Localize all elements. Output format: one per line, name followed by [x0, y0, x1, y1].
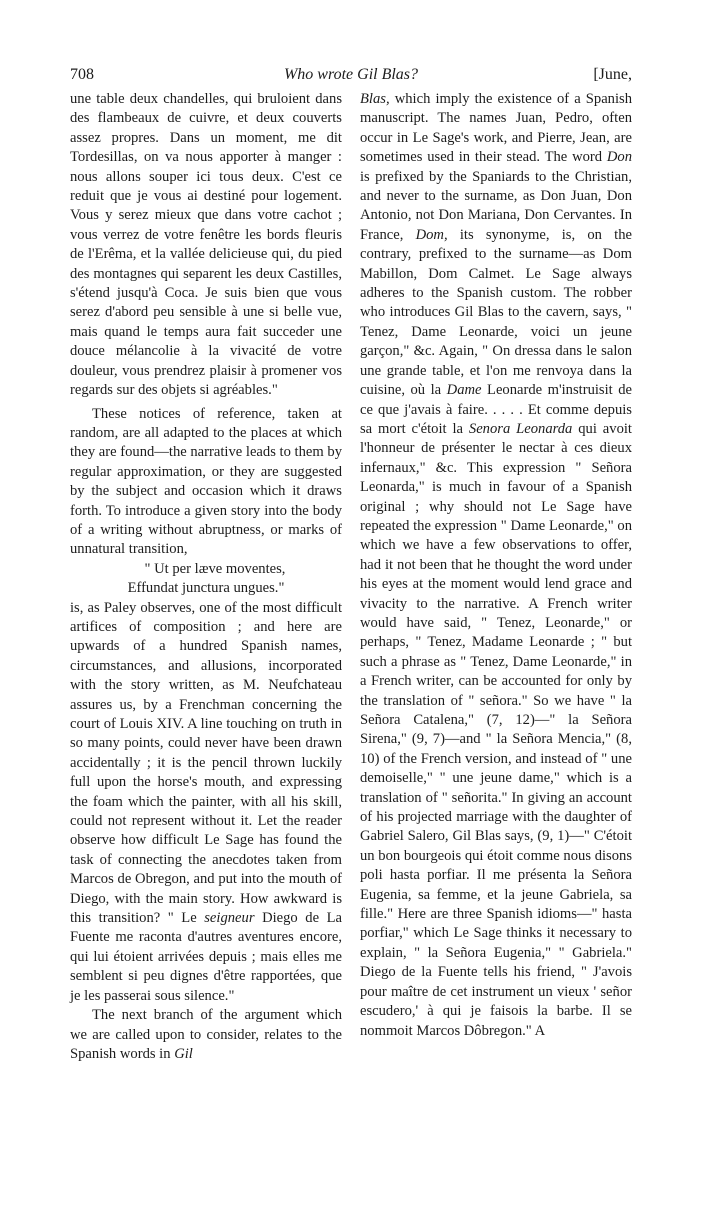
french-quotation-paragraph: une table deux chandelles, qui bruloient dans des flambeaux de cuivre, et deux couverts assez propres. Dans un moment, me dit Tordesillas, on va nous apporter à manger : nous allons souper ici tous deux. C'est ce reduit que je vous ai destiné pour logement. Vous y serez mieux que dans votre cachot ; vous verrez de votre fenêtre les bords fleuris de l'Erêma, et la vallée delicieuse qui, du pied des montagnes qui separent les deux Castilles, s'étend jusqu'à Coca. Je suis bien que vous serez d'abord peu sensible à une si belle vue, mais quand le temps aura fait succeder une douce mélancolie à la vivacité de votre douleur, vous prendrez plaisir à promener vos regards sur des objets si agréables.": [70, 91, 342, 399]
latin-quote-line: Effundat junctura ungues.": [127, 580, 285, 597]
page-number: 708: [70, 66, 94, 83]
body-paragraph: These notices of reference, taken at random, are all adapted to the places at which they are found—the narrative leads to them by regular approximation, or they are suggested by the subject and occasion which it draws forth. To introduce a given story into the body of a writing without abruptness, or marks of unnatural transition,: [70, 405, 342, 558]
left-column: [70, 90, 342, 1064]
body-paragraph: Blas, which imply the existence of a Spanish manuscript. The names Juan, Pedro, often occur in Le Sage's work, and Pierre, Jean, are sometimes used in their stead. The word Don is prefixed by the Spaniards to the Christian, and never to the surname, as Don Juan, Don Antonio, not Don Mariana, Don Cervantes. In France, Dom, its synonyme, is, on the contrary, prefixed to the surname—as Dom Mabillon, Dom Calmet. Le Sage always adheres to the Spanish custom. The robber who introduces Gil Blas to the cavern, says, " Tenez, Dame Leonarde, voici un jeune garçon," &c. Again, " On dressa dans le salon une grande table, et l'on me renvoya dans la cuisine, où la Dame Leonarde m'instruisit de ce que j'avais à faire. . . . . Et comme depuis sa mort c'étoit la Senora Leonarda qui avoit l'honneur de présenter le nectar à ces dieux infernaux," &c. This expression " Señora Leonarda," is much in favour of a Spanish original ; why should not Le Sage have repeated the expression " Dame Leonarde," on which we have a few observations to offer, had it not been that he thought the word under his eyes at the moment would lend grace and vivacity to the narrative. A French writer would have said, " Tenez, Leonarde," or perhaps, " Tenez, Madame Leonarde ; " but such a phrase as " Tenez, Dame Leonarde," in a French writer, can be accounted for only by the translation of " señora." So we have " la Señora Catalena," (7, 12)—" la Señora Sirena," (9, 7)—and " la Señora Mencia," (8, 10) of the French version, and instead of " une demoiselle," " une jeune dame," which is a translation of " señorita." In giving an account of his projected marriage with the daughter of Gabriel Salero, Gil Blas says, (9, 1)—" C'étoit un bon bourgeois qui étoit comme nous disons poli hasta porfiar. Il me présenta la Señora Eugenia, sa femme, et la jeune Gabriela, sa fille." Here are three Spanish idioms—" hasta porfiar," which Le Sage thinks it necessary to explain, " la Señora Eugenia," " Gabriela." Diego de la Fuente tells his friend, " J'avois pour maître de cet instrument un vieux ' señor escudero,' à qui je faisois la barbe. Il se nommoit Marcos Dôbregon." A: [360, 91, 632, 1039]
running-title: Who wrote Gil Blas?: [283, 66, 419, 83]
issue-date: [June,: [593, 66, 632, 83]
right-column: [360, 90, 632, 1041]
latin-quote-line: " Ut per læve moventes,: [144, 560, 286, 577]
body-paragraph: The next branch of the argument which we are called upon to consider, relates to the Spanish words in Gil: [70, 1007, 342, 1062]
page-header: [70, 64, 632, 86]
body-paragraph: is, as Paley observes, one of the most difficult artifices of composition ; and here are upwards of a hundred Spanish names, circumstances, and allusions, incorporated with the story written, as M. Neufchateau assures us, by a Frenchman concerning the court of Louis XIV. A line touching on truth in so many points, could never have been drawn accidentally ; it is the pencil thrown luckily full upon the horse's mouth, and expressing the foam which the painter, with all his skill, could not represent without it. Let the reader observe how difficult Le Sage has found the task of connecting the anecdotes taken from Marcos de Obregon, and put into the mouth of Diego, with the main story. How awkward is this transition? " Le seigneur Diego de La Fuente me raconta d'autres aventures encore, qui lui étoient arrivées depuis ; mais elles me semblent si peu dignes d'être rapportées, que je les passerai sous silence.": [70, 599, 342, 1004]
